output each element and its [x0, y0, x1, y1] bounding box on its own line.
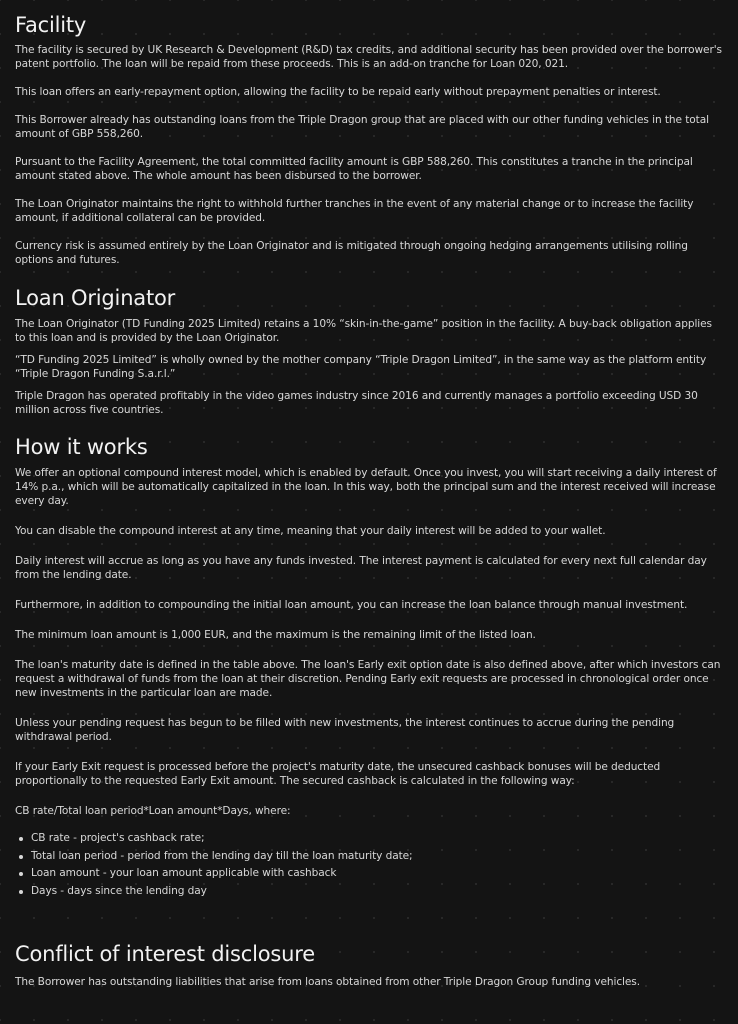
how-it-works-paragraph: Furthermore, in addition to compounding the initial loan amount, you can increase the loan balance through manual investment. — [15, 599, 688, 611]
list-item: Loan amount - your loan amount applicable with cashback — [31, 865, 722, 883]
loan-originator-paragraph: “TD Funding 2025 Limited” is wholly owned by the mother company “Triple Dragon Limited”, in the same way as the platform entity “Triple Dragon Funding S.a.r.l.” — [15, 354, 707, 380]
facility-section — [15, 12, 722, 267]
facility-heading: Facility — [15, 13, 87, 37]
list-item: Days - days since the lending day — [31, 883, 722, 901]
conflict-of-interest-heading: Conflict of interest disclosure — [15, 942, 315, 966]
facility-paragraph: Currency risk is assumed entirely by the Loan Originator and is mitigated through ongoing hedging arrangements utilising rolling options and futures. — [15, 240, 688, 266]
cashback-formula: CB rate/Total loan period*Loan amount*Days, where: — [15, 805, 291, 817]
loan-originator-paragraph: Triple Dragon has operated profitably in the video games industry since 2016 and currently manages a portfolio exceeding USD 30 million across five countries. — [15, 390, 698, 416]
conflict-of-interest-paragraph: The Borrower has outstanding liabilities that arise from loans obtained from other Triple Dragon Group funding vehicles. — [15, 976, 640, 988]
list-item: Total loan period - period from the lending day till the loan maturity date; — [31, 848, 722, 866]
loan-originator-heading: Loan Originator — [15, 286, 176, 310]
loan-originator-section — [15, 285, 722, 417]
how-it-works-paragraph: The loan's maturity date is defined in the table above. The loan's Early exit option date is also defined above, after which investors can request a withdrawal of funds from the loan at their discretion. Pending Early exit requests are processed in chronological order once new investments in the particular loan are made. — [15, 659, 721, 699]
how-it-works-paragraph: Daily interest will accrue as long as you have any funds invested. The interest payment is calculated for every next full calendar day from the lending date. — [15, 555, 707, 581]
facility-paragraph: The Loan Originator maintains the right to withhold further tranches in the event of any material change or to increase the facility amount, if additional collateral can be provided. — [15, 198, 694, 224]
facility-paragraph: This Borrower already has outstanding loans from the Triple Dragon group that are placed with our other funding vehicles in the total amount of GBP 558,260. — [15, 114, 709, 140]
conflict-of-interest-section — [15, 941, 722, 989]
how-it-works-section — [15, 434, 722, 900]
how-it-works-paragraph: The minimum loan amount is 1,000 EUR, and the maximum is the remaining limit of the listed loan. — [15, 629, 536, 641]
how-it-works-paragraph: If your Early Exit request is processed before the project's maturity date, the unsecured cashback bonuses will be deducted proportionally to the requested Early Exit amount. The secured cashback is calculated in the following way: — [15, 761, 661, 787]
how-it-works-paragraph: Unless your pending request has begun to be filled with new investments, the interest continues to accrue during the pending withdrawal period. — [15, 717, 675, 743]
facility-paragraph: This loan offers an early-repayment option, allowing the facility to be repaid early without prepayment penalties or interest. — [15, 86, 661, 98]
loan-originator-paragraph: The Loan Originator (TD Funding 2025 Limited) retains a 10% “skin-in-the-game” position in the facility. A buy-back obligation applies to this loan and is provided by the Loan Originator. — [15, 318, 712, 344]
how-it-works-paragraph: You can disable the compound interest at any time, meaning that your daily interest will be added to your wallet. — [15, 525, 606, 537]
facility-paragraph: The facility is secured by UK Research & Development (R&D) tax credits, and additional security has been provided over the borrower's patent portfolio. The loan will be repaid from these proceeds. This is an add-on tranche for Loan 020, 021. — [15, 44, 722, 70]
list-item: CB rate - project's cashback rate; — [31, 830, 722, 848]
how-it-works-heading: How it works — [15, 435, 148, 459]
facility-paragraph: Pursuant to the Facility Agreement, the total committed facility amount is GBP 588,260. This constitutes a tranche in the principal amount stated above. The whole amount has been disbursed to the borrower. — [15, 156, 693, 182]
how-it-works-paragraph: We offer an optional compound interest model, which is enabled by default. Once you invest, you will start receiving a daily interest of 14% p.a., which will be automatically capitalized in the loan. In this way, both the principal sum and the interest received will increase every day. — [15, 467, 717, 507]
cashback-terms-list — [15, 830, 722, 900]
